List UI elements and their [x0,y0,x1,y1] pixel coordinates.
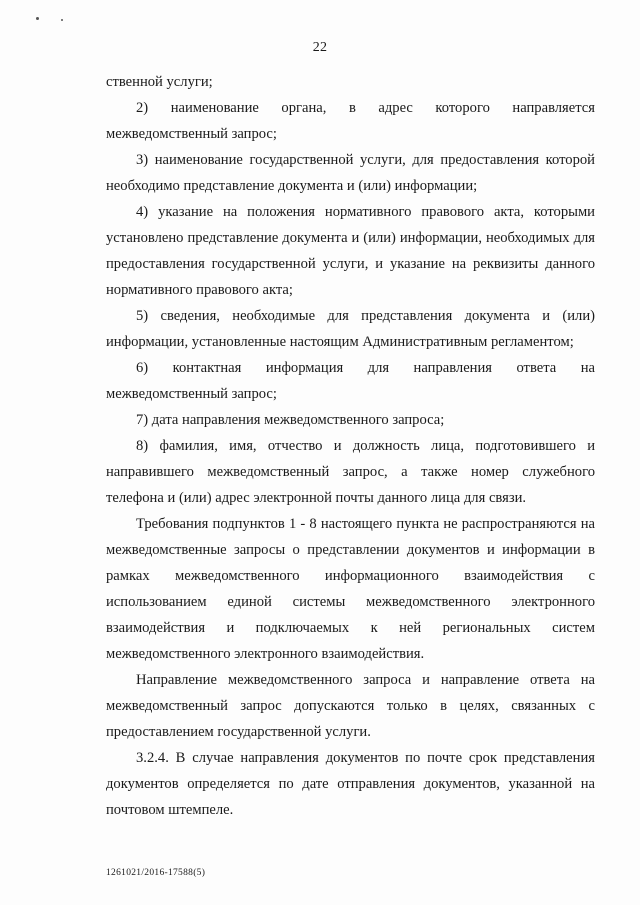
list-item-4: 4) указание на положения нормативного правового акта, которыми установлено представление документа и (или) информации, необходимых для предоставления государственной услуги, и указание на реквизиты данного нормативного правового акта; [106,204,595,298]
paragraph-3-2-4: 3.2.4. В случае направления документов по почте срок представления документов определяется по дате отправления документов, указанной на почтовом штемпеле. [106,750,595,818]
page-number: 22 [312,40,328,55]
footer-code: 1261021/2016-17588(5) [106,868,206,878]
list-item-7: 7) дата направления межведомственного запроса; [136,412,445,428]
paragraph-continuation: ственной услуги; [106,74,213,90]
scan-speck [36,17,39,20]
paragraph-requirements: Требования подпунктов 1 - 8 настоящего пункта не распространяются на межведомственные запросы о представлении документов и информации в рамках межведомственного информационного взаимодействия с использованием единой системы межведомственного электронного взаимодействия и подключаемых к ней региональных систем межведомственного электронного взаимодействия. [106,516,595,662]
paragraph-purpose: Направление межведомственного запроса и направление ответа на межведомственный запрос допускаются только в целях, связанных с предоставлением государственной услуги. [106,672,595,740]
list-item-6: 6) контактная информация для направления ответа на межведомственный запрос; [106,360,595,402]
list-item-2: 2) наименование органа, в адрес которого направляется межведомственный запрос; [106,100,595,142]
scan-speck [61,19,63,21]
document-body [106,69,595,823]
list-item-3: 3) наименование государственной услуги, для предоставления которой необходимо представление документа и (или) информации; [106,152,595,194]
list-item-5: 5) сведения, необходимые для представления документа и (или) информации, установленные настоящим Административным регламентом; [106,308,595,350]
list-item-8: 8) фамилия, имя, отчество и должность лица, подготовившего и направившего межведомственный запрос, а также номер служебного телефона и (или) адрес электронной почты данного лица для связи. [106,438,595,506]
